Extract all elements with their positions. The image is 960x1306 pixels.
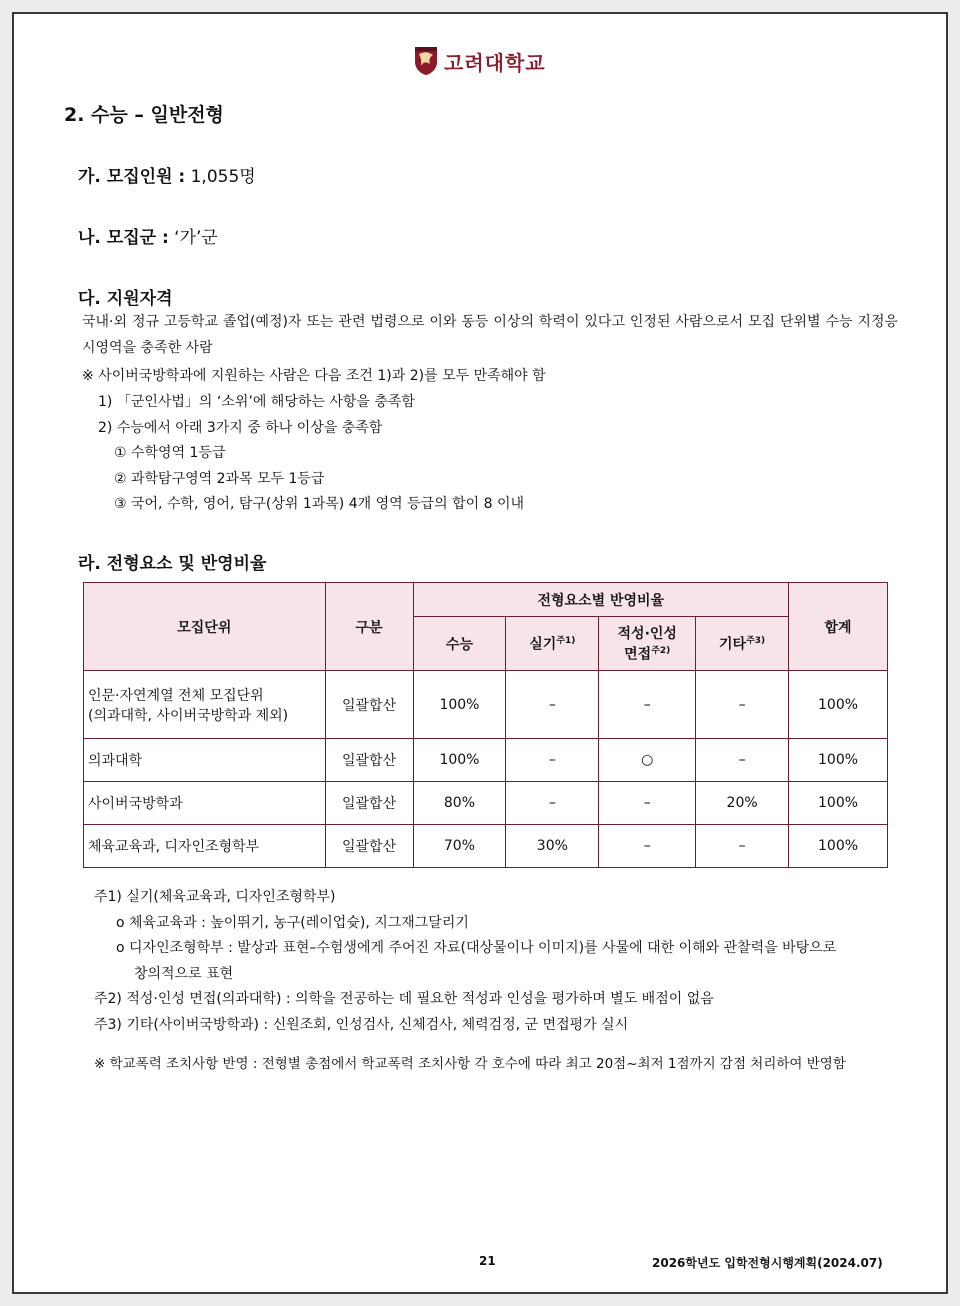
row-total: 100% [789,825,888,868]
section-title: 2. 수능 – 일반전형 [64,104,224,126]
table-row [84,671,888,739]
header-silgi-text: 실기 [529,636,557,653]
quota-value: 1,055명 [185,167,256,187]
eligibility-text: 국내·외 정규 고등학교 졸업(예정)자 또는 관련 법령으로 이와 동등 이상의 학력이 있다고 인정된 사람으로서 모집 단위별 수능 지정응시영역을 충족한 사람 [82,314,898,356]
header-jeokseong-sup: 주2) [651,646,671,657]
row-suneung: 100% [413,739,506,782]
header-jeokseong-text-1: 적성·인성 [617,626,677,643]
row-jeokseong: – [599,825,696,868]
table-row [84,782,888,825]
row-unit: 사이버국방학과 [84,782,326,825]
note-2: 주2) 적성·인성 면접(의과대학) : 의학을 전공하는 데 필요한 적성과 인성을 평가하며 별도 배점이 없음 [94,991,714,1007]
group-value: ‘가’군 [168,228,218,248]
row-type: 일괄합산 [325,739,413,782]
row-unit-line-1: 인문·자연계열 전체 모집단위 [88,687,264,704]
footer-doc-title: 2026학년도 입학전형시행계획(2024.07) [652,1256,883,1270]
cyber-note: ※ 사이버국방학과에 지원하는 사람은 다음 조건 1)과 2)를 모두 만족해야 함 [82,368,546,384]
note-1a: ο 체육교육과 : 높이뛰기, 농구(레이업슛), 지그재그달리기 [116,915,469,931]
group-heading [78,223,218,248]
page-number: 21 [479,1254,496,1268]
row-unit-line-2: (의과대학, 사이버국방학과 제외) [88,707,289,724]
quota-heading [78,162,256,187]
row-type: 일괄합산 [325,782,413,825]
header-total: 합계 [789,583,888,671]
row-total: 100% [789,671,888,739]
row-unit: 의과대학 [84,739,326,782]
eligibility-heading: 다. 지원자격 [78,289,173,309]
header-jeokseong-text-2: 면접 [624,646,652,663]
row-silgi: 30% [506,825,599,868]
condition-1: 1) 「군인사법」의 ‘소위’에 해당하는 사항을 충족함 [98,394,415,410]
table-row [84,739,888,782]
row-total: 100% [789,739,888,782]
header-silgi-sup: 주1) [556,636,576,647]
table-row [84,825,888,868]
condition-2: 2) 수능에서 아래 3가지 중 하나 이상을 충족함 [98,420,383,436]
row-gita: – [696,671,789,739]
row-suneung: 100% [413,671,506,739]
sub-condition-3: ③ 국어, 수학, 영어, 탐구(상위 1과목) 4개 영역 등급의 합이 8 이내 [114,496,525,512]
ratio-heading: 라. 전형요소 및 반영비율 [78,554,267,574]
header-jeokseong [599,617,696,671]
row-jeokseong: ○ [599,739,696,782]
row-jeokseong: – [599,782,696,825]
note-1: 주1) 실기(체육교육과, 디자인조형학부) [94,889,336,905]
group-label: 나. 모집군 : [78,228,169,248]
note-1b-cont: 창의적으로 표현 [134,966,234,982]
school-violence-note: ※ 학교폭력 조치사항 반영 : 전형별 총점에서 학교폭력 조치사항 각 호수에 따라 최고 20점~최저 1점까지 감점 처리하여 반영함 [94,1056,846,1072]
row-gita: – [696,825,789,868]
university-logo [414,46,546,76]
row-gita: – [696,739,789,782]
logo-text: 고려대학교 [444,50,546,75]
note-3: 주3) 기타(사이버국방학과) : 신원조회, 인성검사, 신체검사, 체력검정, 군 면접평가 실시 [94,1017,629,1033]
row-suneung: 70% [413,825,506,868]
header-gita-sup: 주3) [746,636,766,647]
row-suneung: 80% [413,782,506,825]
quota-label: 가. 모집인원 : [78,167,186,187]
row-total: 100% [789,782,888,825]
row-gita: 20% [696,782,789,825]
header-silgi [506,617,599,671]
header-group: 전형요소별 반영비율 [413,583,789,617]
row-silgi: – [506,782,599,825]
header-suneung: 수능 [413,617,506,671]
row-jeokseong: – [599,671,696,739]
row-type: 일괄합산 [325,825,413,868]
sub-condition-2: ② 과학탐구영역 2과목 모두 1등급 [114,471,325,487]
sub-condition-1: ① 수학영역 1등급 [114,445,226,461]
row-type: 일괄합산 [325,671,413,739]
note-1b: ο 디자인조형학부 : 발상과 표현–수험생에게 주어진 자료(대상물이나 이미지)를 사물에 대한 이해와 관찰력을 바탕으로 [116,940,837,956]
header-gita [696,617,789,671]
header-unit: 모집단위 [84,583,326,671]
row-silgi: – [506,739,599,782]
row-silgi: – [506,671,599,739]
row-unit: 체육교육과, 디자인조형학부 [84,825,326,868]
header-type: 구분 [325,583,413,671]
document-page [12,12,948,1294]
row-unit [84,671,326,739]
header-gita-text: 기타 [719,636,747,653]
crest-icon [414,46,438,76]
ratio-table [83,582,888,868]
